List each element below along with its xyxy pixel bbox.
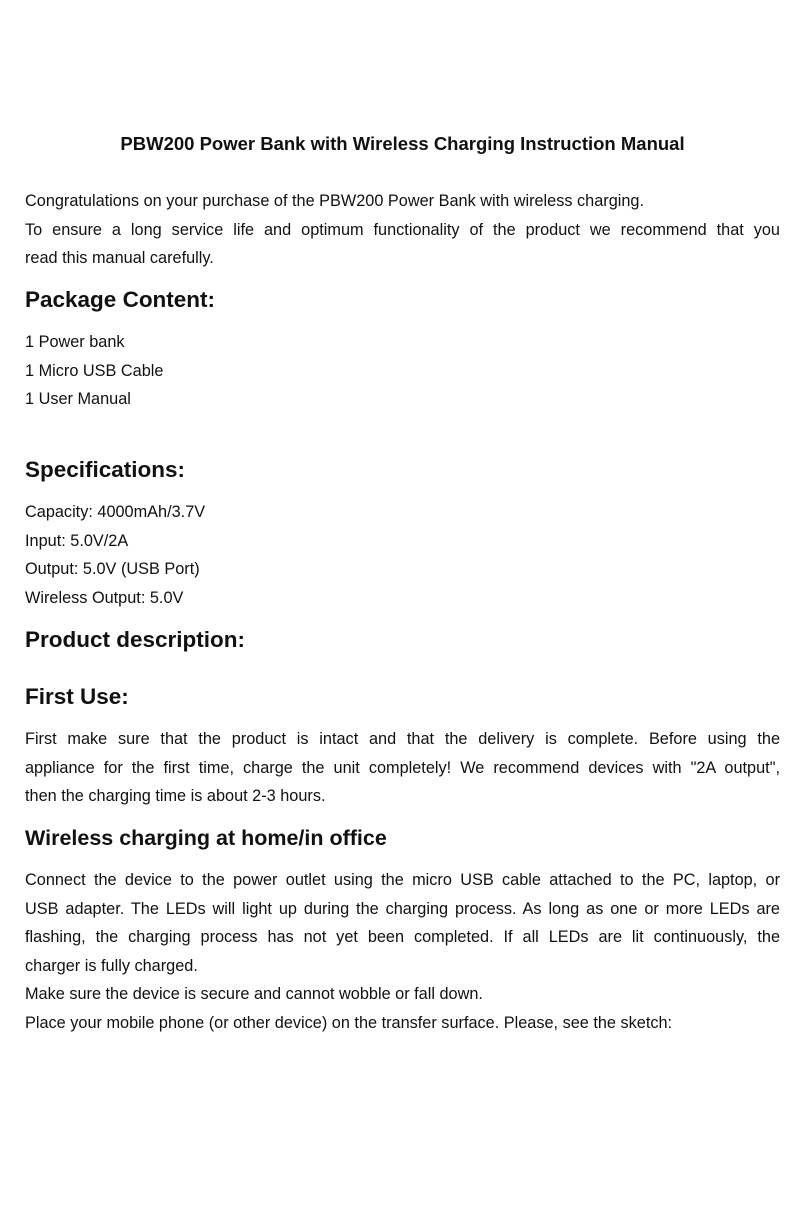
first-use-paragraph xyxy=(25,725,780,811)
first-use-line: then the charging time is about 2-3 hours. xyxy=(25,787,326,805)
intro-line: Congratulations on your purchase of the PBW200 Power Bank with wireless charging. xyxy=(25,192,645,210)
wireless-line: Place your mobile phone (or other device) on the transfer surface. Please, see the sketch: xyxy=(25,1013,673,1032)
package-content-heading: Package Content: xyxy=(25,287,216,312)
first-use-line: appliance for the first time, charge the unit completely! We recommend devices with "2A output", xyxy=(25,758,780,777)
wireless-line: USB adapter. The LEDs will light up during the charging process. As long as one or more LEDs are xyxy=(25,899,780,918)
wireless-charging-heading: Wireless charging at home/in office xyxy=(25,826,387,850)
list-item: 1 Power bank xyxy=(25,333,125,351)
list-item: Input: 5.0V/2A xyxy=(25,531,129,550)
list-item: Capacity: 4000mAh/3.7V xyxy=(25,503,206,521)
product-description-heading: Product description: xyxy=(25,627,246,652)
wireless-line: Make sure the device is secure and cannot wobble or fall down. xyxy=(25,985,483,1003)
intro-paragraph xyxy=(25,187,780,273)
list-item: 1 Micro USB Cable xyxy=(25,361,164,380)
wireless-line: flashing, the charging process has not yet been completed. If all LEDs are lit continuously, the xyxy=(25,928,780,946)
document-title: PBW200 Power Bank with Wireless Charging Instruction Manual xyxy=(120,133,685,154)
first-use-line: First make sure that the product is intact and that the delivery is complete. Before using the xyxy=(25,730,780,748)
list-item: Output: 5.0V (USB Port) xyxy=(25,560,200,578)
intro-line: read this manual carefully. xyxy=(25,249,214,267)
list-item: Wireless Output: 5.0V xyxy=(25,588,184,607)
first-use-heading: First Use: xyxy=(25,684,129,709)
wireless-line: Connect the device to the power outlet using the micro USB cable attached to the PC, laptop, or xyxy=(25,871,780,889)
list-item: 1 User Manual xyxy=(25,390,131,408)
wireless-charging-paragraph xyxy=(25,866,780,1037)
intro-line: To ensure a long service life and optimum functionality of the product we recommend that you xyxy=(25,220,780,239)
package-content-list xyxy=(25,328,780,414)
specifications-list xyxy=(25,498,780,612)
wireless-line: charger is fully charged. xyxy=(25,956,198,975)
specifications-heading: Specifications: xyxy=(25,457,186,482)
